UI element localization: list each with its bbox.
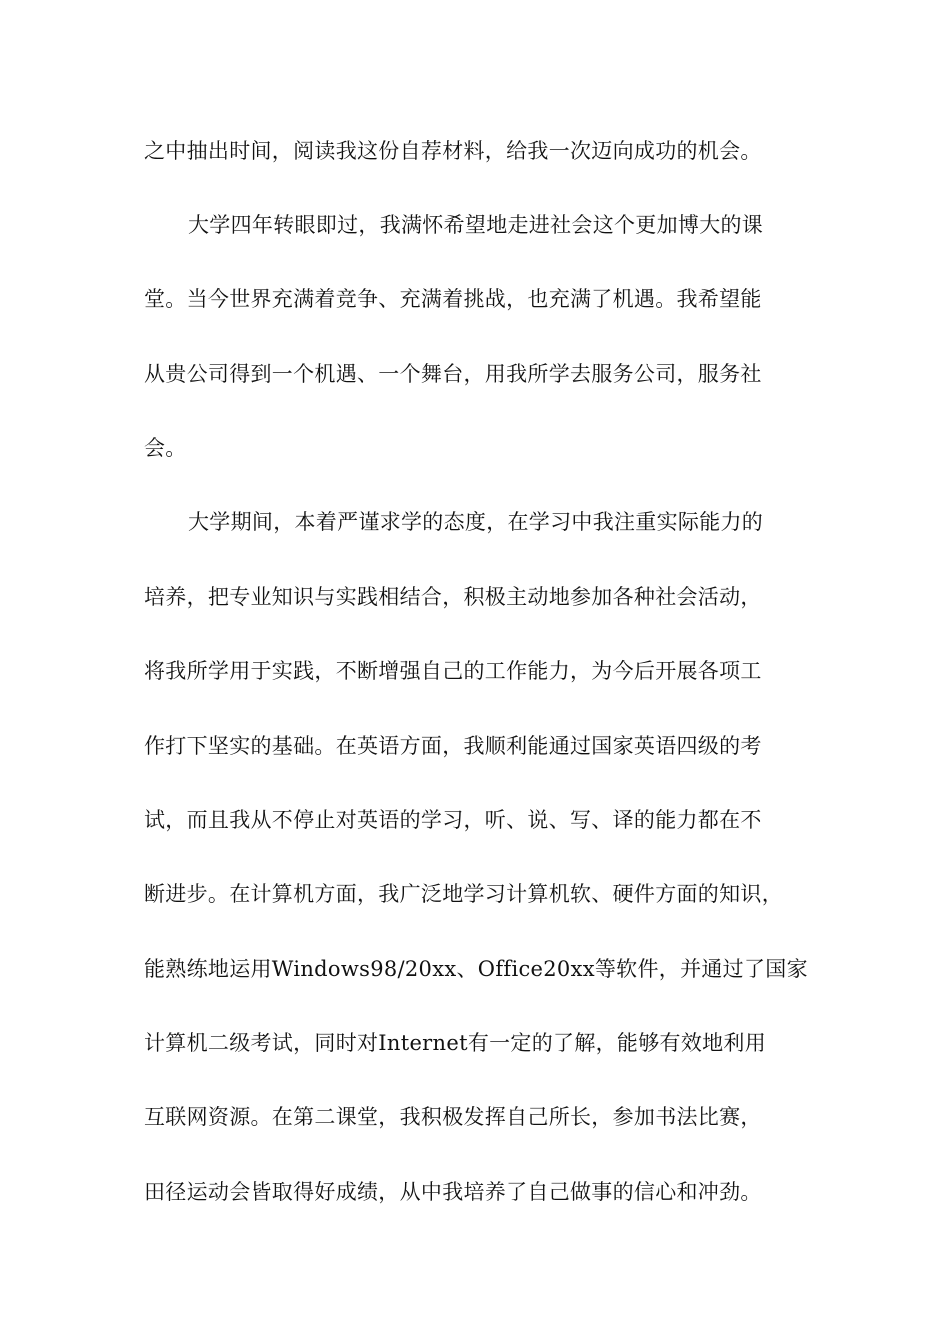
text-line: 互联网资源。在第二课堂，我积极发挥自己所长，参加书法比赛， [144, 1105, 762, 1129]
text-line: 试，而且我从不停止对英语的学习，听、说、写、译的能力都在不 [144, 808, 762, 832]
paragraph-start-line: 大学四年转眼即过，我满怀希望地走进社会这个更加博大的课 [188, 213, 764, 237]
text-line: 将我所学用于实践，不断增强自己的工作能力，为今后开展各项工 [144, 659, 762, 683]
text-line: 能熟练地运用Windows98/20xx、Office20xx等软件，并通过了国家 [144, 957, 808, 981]
text-line: 田径运动会皆取得好成绩，从中我培养了自己做事的信心和冲劲。 [144, 1180, 762, 1204]
text-line: 培养，把专业知识与实践相结合，积极主动地参加各种社会活动， [144, 585, 762, 609]
text-line: 之中抽出时间，阅读我这份自荐材料，给我一次迈向成功的机会。 [144, 139, 762, 163]
text-line: 从贵公司得到一个机遇、一个舞台，用我所学去服务公司，服务社 [144, 362, 762, 386]
paragraph-start-line: 大学期间，本着严谨求学的态度，在学习中我注重实际能力的 [188, 510, 764, 534]
text-line: 堂。当今世界充满着竞争、充满着挑战，也充满了机遇。我希望能 [144, 287, 762, 311]
text-line: 计算机二级考试，同时对Internet有一定的了解，能够有效地利用 [144, 1031, 767, 1055]
text-line: 会。 [144, 436, 187, 460]
text-line: 作打下坚实的基础。在英语方面，我顺利能通过国家英语四级的考 [144, 734, 762, 758]
text-line: 断进步。在计算机方面，我广泛地学习计算机软、硬件方面的知识， [144, 882, 783, 906]
